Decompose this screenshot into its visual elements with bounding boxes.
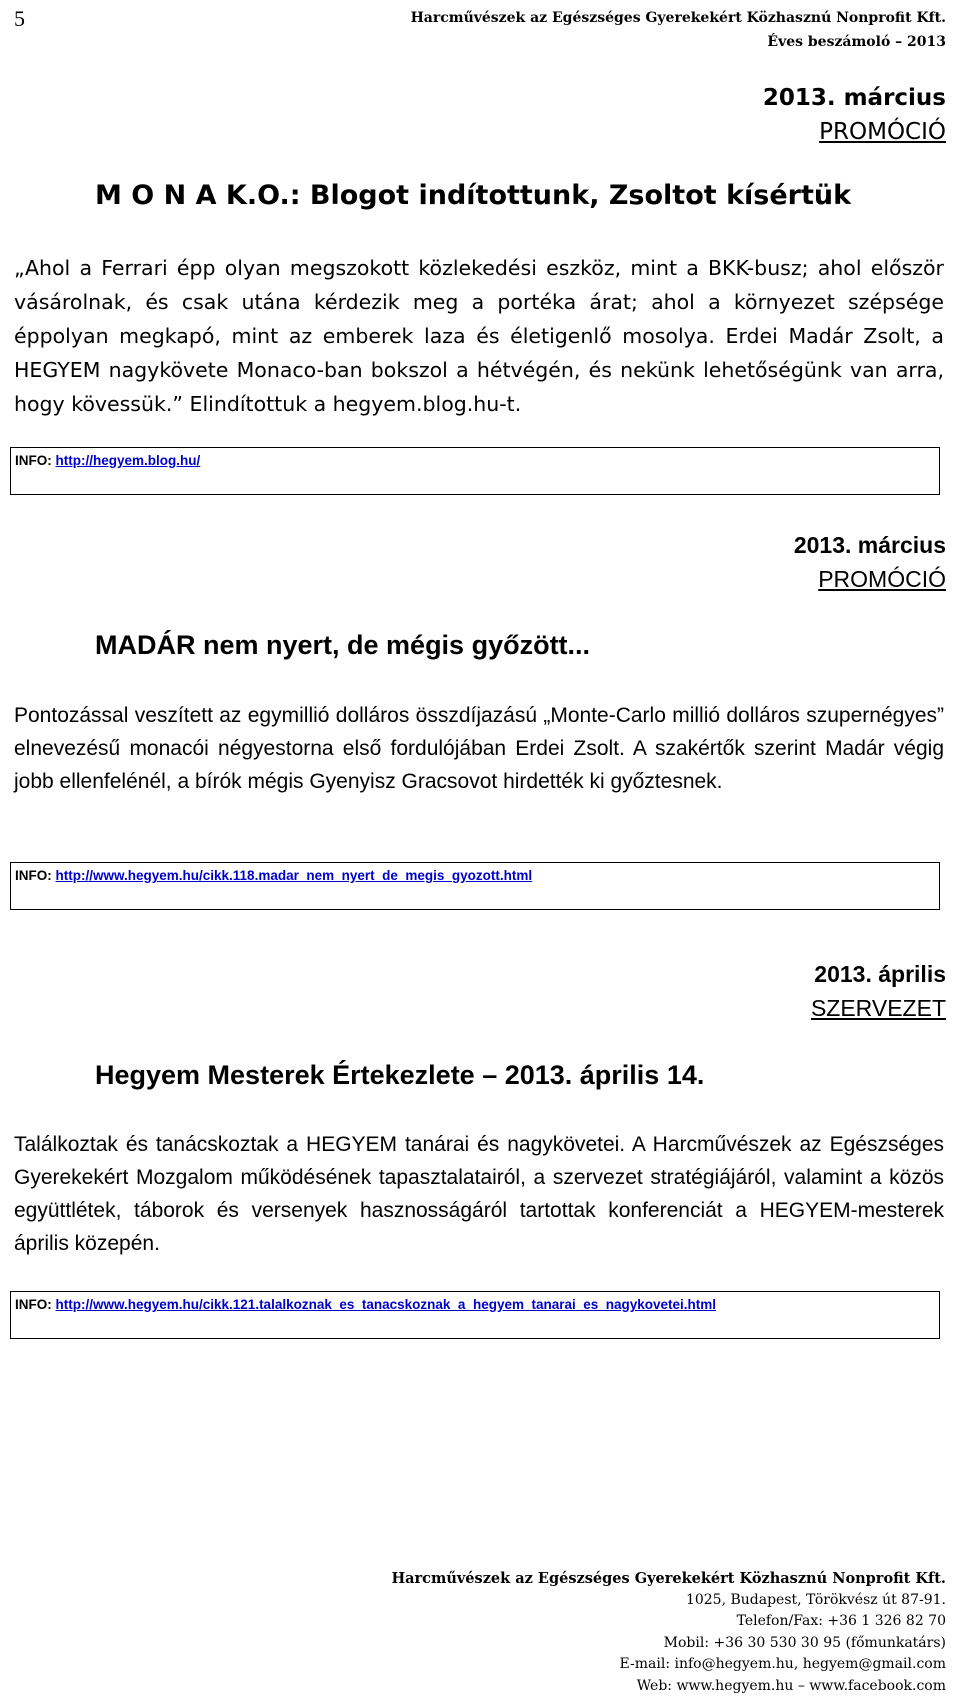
article-date: 2013. március bbox=[793, 532, 946, 558]
page-number: 5 bbox=[14, 6, 25, 31]
header-report-title: Éves beszámoló – 2013 bbox=[767, 34, 946, 50]
info-label: INFO: bbox=[15, 868, 52, 883]
info-link[interactable]: http://www.hegyem.hu/cikk.121.talalkoznak_es_tanacskoznak_a_hegyem_tanarai_es_nagykovetei.html bbox=[55, 1297, 717, 1312]
article-body: „Ahol a Ferrari épp olyan megszokott közlekedési eszköz, mint a BKK-busz; ahol először vásárolnak, és csak utána kérdezik meg a portéka árat; ahol a környezet szépsége éppolyan megkapó, mint az emberek laza és életigenlő mosolya. Erdei Madár Zsolt, a HEGYEM nagykövete Monaco-ban bokszol a hétvégén, és nekünk lehetőségünk van arra, hogy kövessük.” Elindítottuk a hegyem.blog.hu-t. bbox=[14, 256, 944, 416]
footer-address: 1025, Budapest, Törökvész út 87-91. bbox=[685, 1591, 946, 1608]
info-box bbox=[10, 447, 940, 495]
article-category: SZERVEZET bbox=[810, 995, 946, 1021]
article-body: Pontozással veszített az egymillió dolláros összdíjazású „Monte-Carlo millió dolláros szupernégyes” elnevezésű monacói négyestorna első fordulójában Erdei Zsolt. A szakértők szerint Madár végig jobb ellenfelénél, a bírók mégis Gyenyisz Gracsovot hirdették ki győztesnek. bbox=[14, 704, 944, 793]
running-header bbox=[411, 6, 946, 54]
info-label: INFO: bbox=[15, 453, 52, 468]
article-2-meta bbox=[794, 528, 946, 596]
info-box bbox=[10, 1291, 940, 1339]
article-title: Hegyem Mesterek Értekezlete – 2013. április 14. bbox=[95, 1060, 705, 1090]
footer-web: Web: www.hegyem.hu – www.facebook.com bbox=[636, 1677, 946, 1694]
article-category: PROMÓCIÓ bbox=[819, 119, 946, 145]
footer-email: E-mail: info@hegyem.hu, hegyem@gmail.com bbox=[619, 1656, 946, 1672]
footer-organization: Harcművészek az Egészséges Gyerekekért Közhasznú Nonprofit Kft. bbox=[391, 1570, 946, 1587]
article-date: 2013. március bbox=[762, 85, 946, 111]
article-1-meta bbox=[763, 81, 946, 149]
info-label: INFO: bbox=[15, 1297, 52, 1312]
article-body: Találkoztak és tanácskoztak a HEGYEM tanárai és nagykövetei. A Harcművészek az Egészséges Gyerekekért Mozgalom működésének tapasztalatairól, a szervezet stratégiájáról, valamint a közös együttlétek, táborok és versenyek hasznosságáról tartottak konferenciát a HEGYEM-mesterek április közepén. bbox=[14, 1133, 944, 1255]
info-box bbox=[10, 862, 940, 910]
article-title: M O N A K.O.: Blogot indítottunk, Zsoltot kísértük bbox=[95, 180, 852, 211]
article-date: 2013. április bbox=[814, 961, 946, 987]
info-link[interactable]: http://www.hegyem.hu/cikk.118.madar_nem_nyert_de_megis_gyozott.html bbox=[55, 868, 533, 883]
header-organization: Harcművészek az Egészséges Gyerekekért Közhasznú Nonprofit Kft. bbox=[410, 10, 946, 26]
footer-mobile: Mobil: +36 30 530 30 95 (főmunkatárs) bbox=[663, 1634, 946, 1651]
article-3-meta bbox=[811, 957, 946, 1025]
article-category: PROMÓCIÓ bbox=[818, 566, 946, 592]
footer-phone: Telefon/Fax: +36 1 326 82 70 bbox=[736, 1613, 946, 1629]
article-title: MADÁR nem nyert, de mégis győzött... bbox=[95, 630, 591, 660]
info-link[interactable]: http://hegyem.blog.hu/ bbox=[55, 453, 201, 468]
footer-contact bbox=[391, 1568, 946, 1697]
